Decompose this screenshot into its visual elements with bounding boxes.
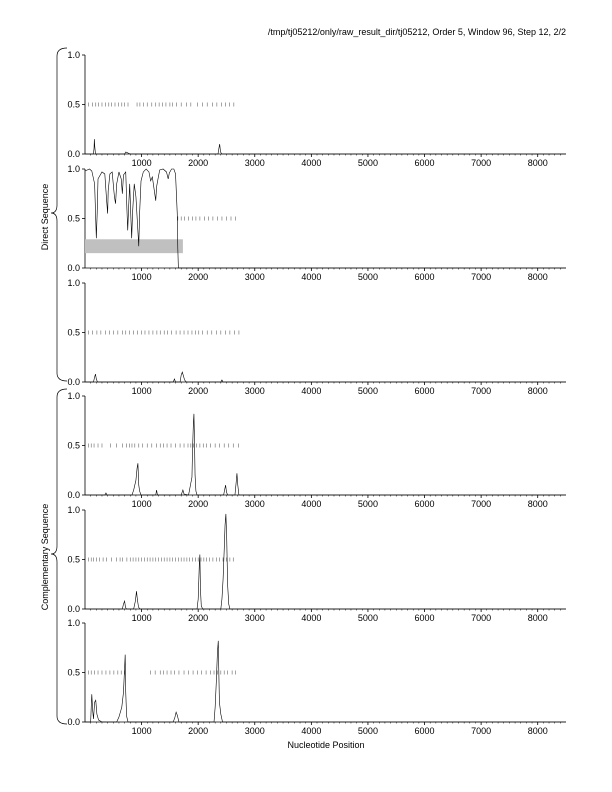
x-tick-label: 5000 <box>357 499 378 509</box>
x-tick-label: 3000 <box>244 613 265 623</box>
x-tick-label: 1000 <box>131 158 152 168</box>
x-tick-label: 7000 <box>471 726 492 736</box>
x-tick-label: 2000 <box>188 272 209 282</box>
x-tick-label: 6000 <box>414 726 435 736</box>
direct-sequence-label: Direct Sequence <box>40 183 50 251</box>
x-tick-label: 1000 <box>131 386 152 396</box>
y-tick-label: 0.0 <box>67 263 80 273</box>
x-tick-label: 3000 <box>244 726 265 736</box>
x-tick-label: 4000 <box>301 158 322 168</box>
figure-title: /tmp/tj05212/only/raw_result_dir/tj05212, Order 5, Window 96, Step 12, 2/2 <box>267 27 566 37</box>
series-line <box>85 414 566 495</box>
x-tick-label: 1000 <box>131 726 152 736</box>
x-tick-label: 6000 <box>414 158 435 168</box>
y-tick-label: 0.5 <box>67 99 80 110</box>
x-tick-label: 3000 <box>244 272 265 282</box>
series-line <box>85 372 566 382</box>
x-tick-label: 5000 <box>357 158 378 168</box>
x-tick-label: 2000 <box>188 726 209 736</box>
y-tick-label: 0.5 <box>67 667 80 678</box>
x-tick-label: 3000 <box>244 386 265 396</box>
y-tick-label: 1.0 <box>67 164 80 174</box>
x-tick-label: 4000 <box>301 613 322 623</box>
x-tick-label: 3000 <box>244 499 265 509</box>
y-tick-label: 0.0 <box>67 377 80 387</box>
panel-3 <box>67 278 566 396</box>
panel-4 <box>67 391 566 509</box>
complementary-sequence-label: Complementary Sequence <box>40 503 50 611</box>
x-tick-label: 6000 <box>414 613 435 623</box>
x-tick-label: 1000 <box>131 499 152 509</box>
series-line <box>85 514 566 609</box>
x-axis-title: Nucleotide Position <box>287 740 365 750</box>
y-tick-label: 0.5 <box>67 440 80 451</box>
chart-panels <box>67 50 566 736</box>
x-tick-label: 2000 <box>188 613 209 623</box>
x-tick-label: 1000 <box>131 613 152 623</box>
x-tick-label: 2000 <box>188 386 209 396</box>
y-tick-label: 0.0 <box>67 149 80 159</box>
x-tick-label: 5000 <box>357 272 378 282</box>
y-tick-label: 0.0 <box>67 490 80 500</box>
x-tick-label: 8000 <box>527 386 548 396</box>
x-tick-label: 1000 <box>131 272 152 282</box>
x-tick-label: 4000 <box>301 272 322 282</box>
x-tick-label: 8000 <box>527 499 548 509</box>
y-tick-label: 1.0 <box>67 618 80 628</box>
x-tick-label: 8000 <box>527 158 548 168</box>
x-tick-label: 4000 <box>301 726 322 736</box>
x-tick-label: 2000 <box>188 158 209 168</box>
x-tick-label: 4000 <box>301 499 322 509</box>
series-line <box>85 641 566 722</box>
panel-2 <box>67 164 566 282</box>
series-line <box>85 139 566 154</box>
y-tick-label: 0.5 <box>67 554 80 565</box>
y-tick-label: 1.0 <box>67 505 80 515</box>
y-tick-label: 0.0 <box>67 604 80 614</box>
y-tick-label: 0.5 <box>67 327 80 338</box>
x-tick-label: 5000 <box>357 386 378 396</box>
y-tick-label: 0.0 <box>67 717 80 727</box>
complementary-sequence-brace <box>51 389 67 724</box>
x-tick-label: 7000 <box>471 158 492 168</box>
x-tick-label: 6000 <box>414 386 435 396</box>
x-tick-label: 6000 <box>414 499 435 509</box>
y-tick-label: 0.5 <box>67 213 80 224</box>
y-tick-label: 1.0 <box>67 278 80 288</box>
x-tick-label: 4000 <box>301 386 322 396</box>
x-tick-label: 2000 <box>188 499 209 509</box>
panel-1 <box>67 50 566 168</box>
x-tick-label: 8000 <box>527 726 548 736</box>
panel-5 <box>67 505 566 623</box>
x-tick-label: 5000 <box>357 613 378 623</box>
highlight-region <box>85 239 183 253</box>
x-tick-label: 8000 <box>527 272 548 282</box>
y-tick-label: 1.0 <box>67 391 80 401</box>
x-tick-label: 3000 <box>244 158 265 168</box>
x-tick-label: 7000 <box>471 499 492 509</box>
y-tick-label: 1.0 <box>67 50 80 60</box>
direct-sequence-brace <box>51 48 67 381</box>
x-tick-label: 8000 <box>527 613 548 623</box>
x-tick-label: 7000 <box>471 272 492 282</box>
x-tick-label: 7000 <box>471 386 492 396</box>
x-tick-label: 5000 <box>357 726 378 736</box>
x-tick-label: 6000 <box>414 272 435 282</box>
x-tick-label: 7000 <box>471 613 492 623</box>
panel-6 <box>67 618 566 736</box>
